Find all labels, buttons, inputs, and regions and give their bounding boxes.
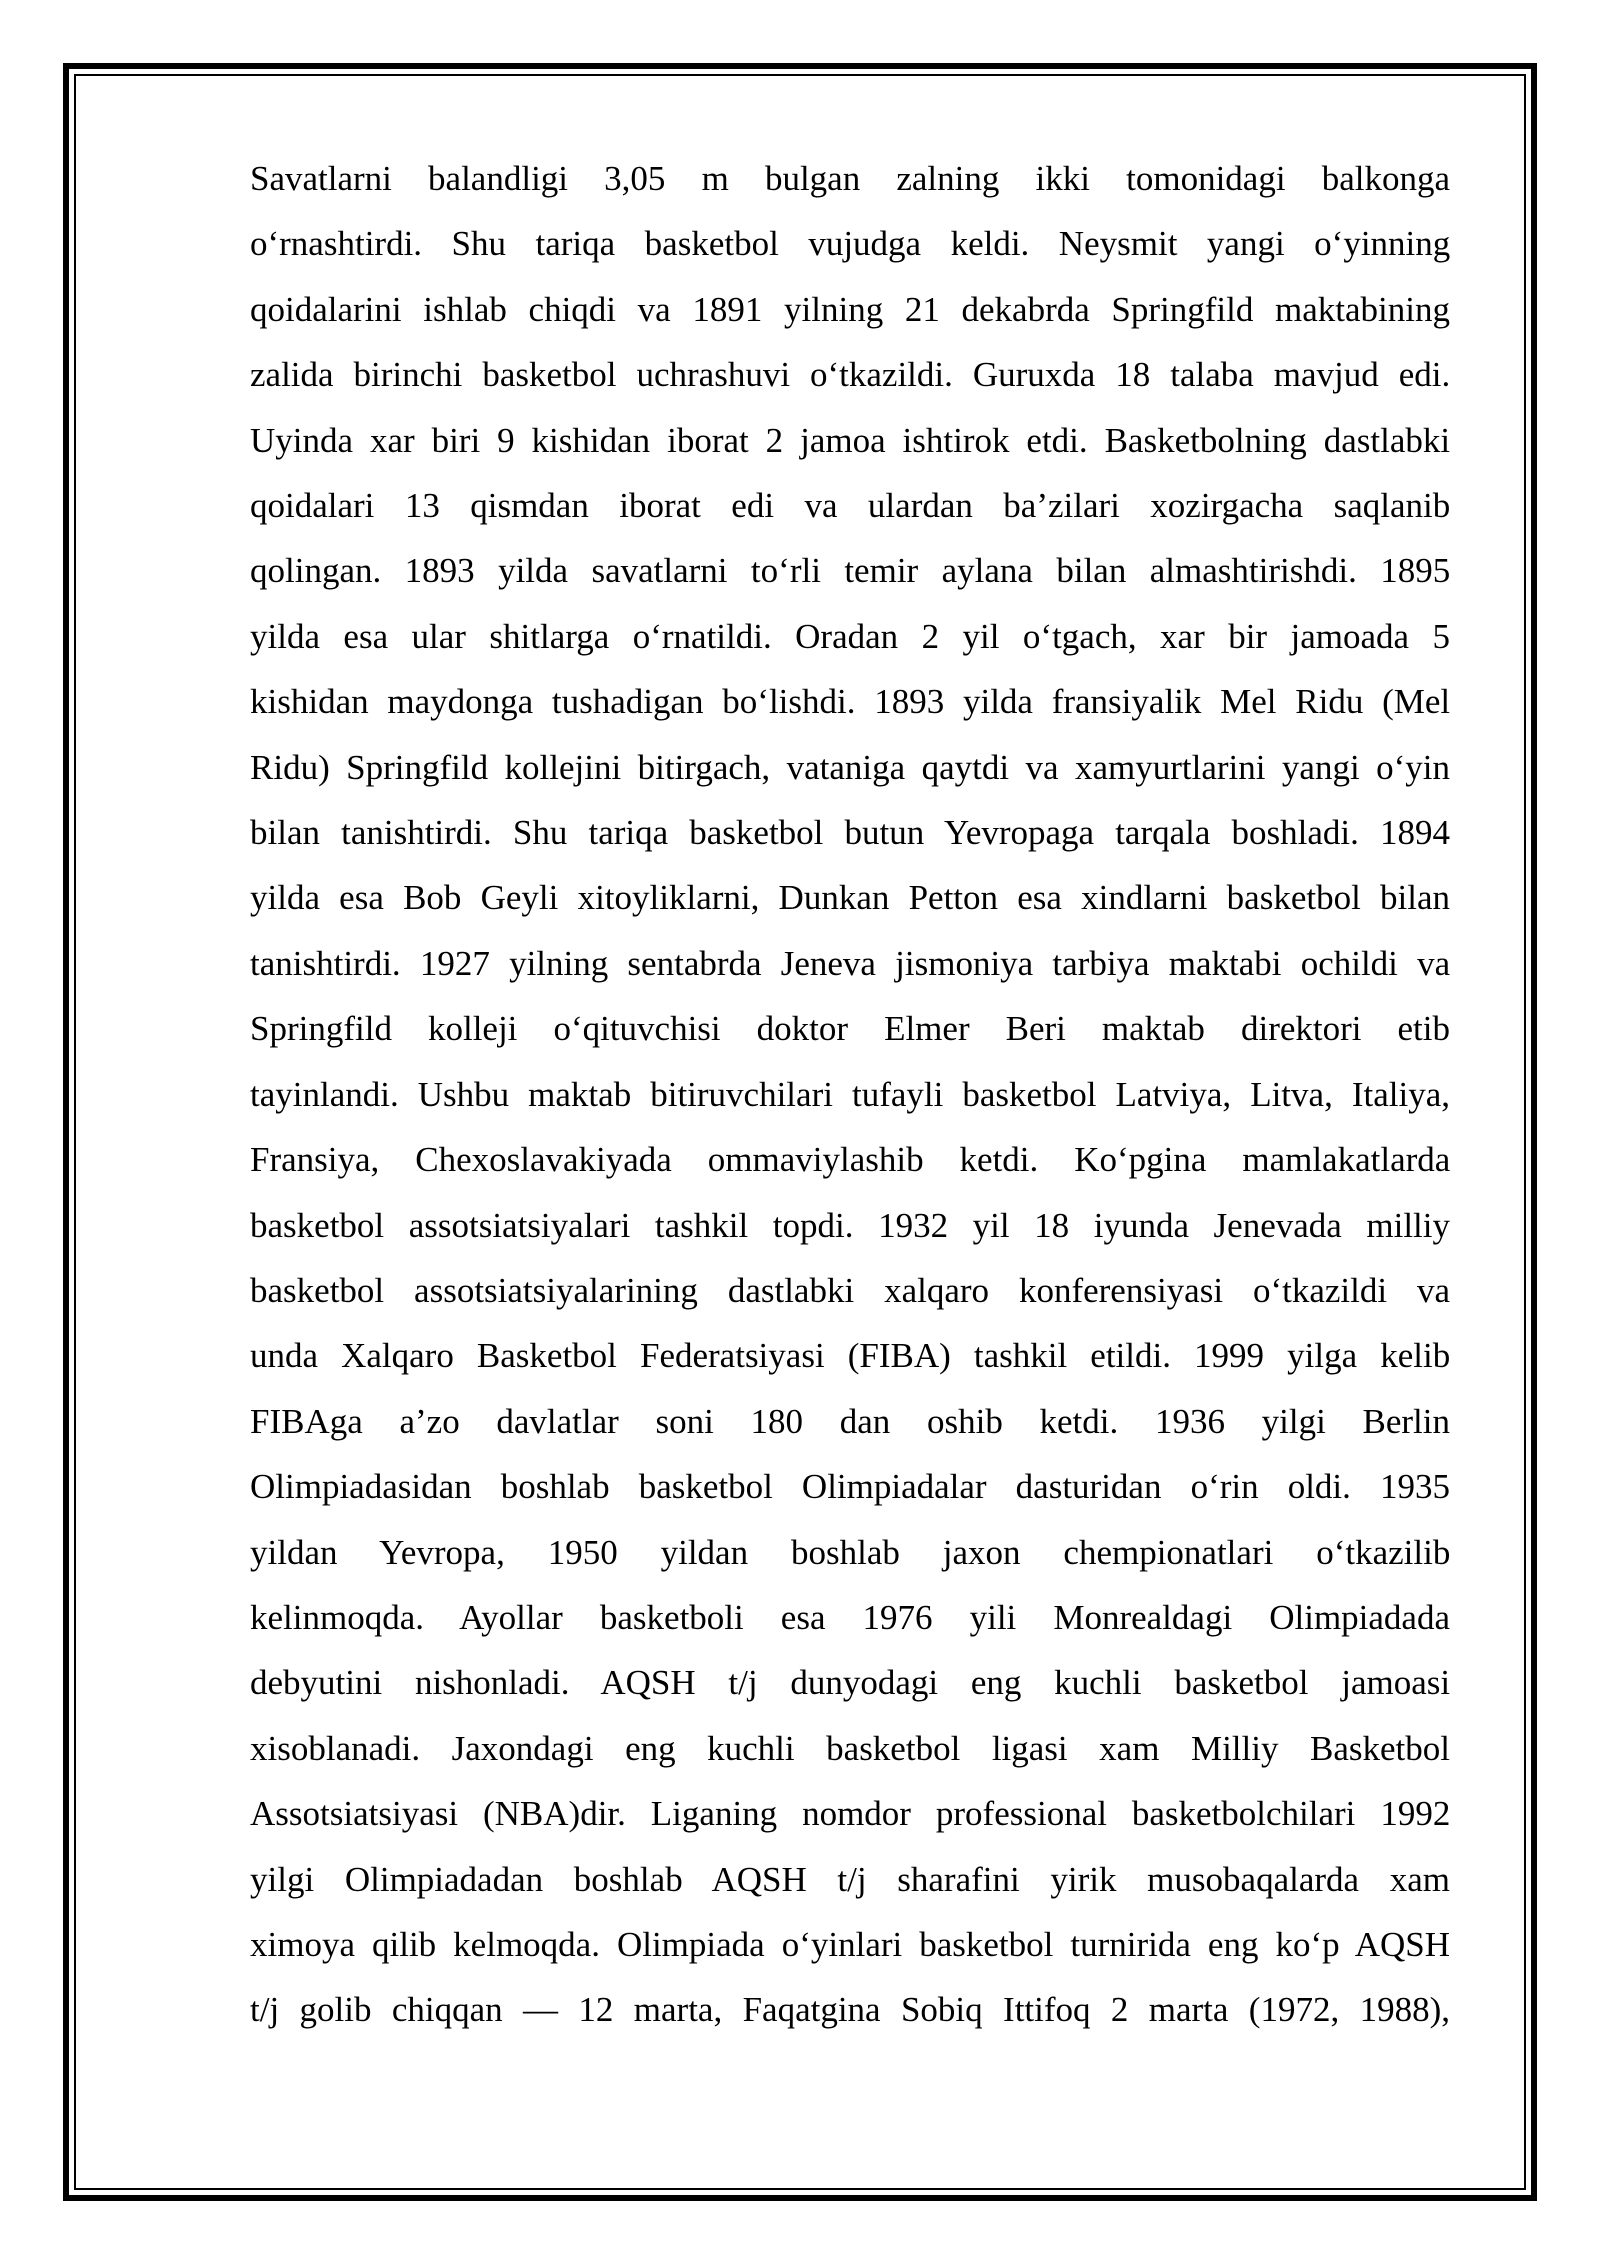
- paragraph-line: ximoya qilib kelmoqda. Olimpiada o‘yinlari basketbol turnirida eng ko‘p AQSH: [250, 1924, 1450, 1964]
- paragraph-line: qolingan. 1893 yilda savatlarni to‘rli temir aylana bilan almashtirishdi. 1895: [250, 551, 1451, 591]
- paragraph-line: debyutini nishonladi. AQSH t/j dunyodagi eng kuchli basketbol jamoasi: [250, 1663, 1451, 1703]
- paragraph-line: bilan tanishtirdi. Shu tariqa basketbol butun Yevropaga tarqala boshladi. 1894: [250, 813, 1450, 853]
- paragraph-line: FIBAga a’zo davlatlar soni 180 dan oshib ketdi. 1936 yilgi Berlin: [250, 1401, 1450, 1441]
- paragraph-line: basketbol assotsiatsiyalari tashkil topdi. 1932 yil 18 iyunda Jenevada milliy: [250, 1205, 1450, 1245]
- paragraph-line: Springfild kolleji o‘qituvchisi doktor Elmer Beri maktab direktori etib: [250, 1009, 1450, 1049]
- paragraph-line: Olimpiadasidan boshlab basketbol Olimpiadalar dasturidan o‘rin oldi. 1935: [250, 1467, 1450, 1507]
- paragraph-line: Assotsiatsiyasi (NBA)dir. Liganing nomdor professional basketbolchilari 1992: [250, 1794, 1451, 1834]
- paragraph-line: Ridu) Springfild kollejini bitirgach, vataniga qaytdi va xamyurtlarini yangi o‘yin: [250, 747, 1450, 787]
- paragraph-line: tayinlandi. Ushbu maktab bitiruvchilari tufayli basketbol Latviya, Litva, Italiya,: [250, 1074, 1450, 1114]
- paragraph-line: xisoblanadi. Jaxondagi eng kuchli basketbol ligasi xam Milliy Basketbol: [250, 1728, 1450, 1768]
- paragraph-line: basketbol assotsiatsiyalarining dastlabki xalqaro konferensiyasi o‘tkazildi va: [250, 1270, 1451, 1310]
- paragraph-line: Uyinda xar biri 9 kishidan iborat 2 jamoa ishtirok etdi. Basketbolning dastlabki: [250, 420, 1451, 460]
- paragraph-line: yildan Yevropa, 1950 yildan boshlab jaxon chempionatlari o‘tkazilib: [250, 1532, 1451, 1572]
- paragraph-line: o‘rnashtirdi. Shu tariqa basketbol vujudga keldi. Neysmit yangi o‘yinning: [250, 224, 1451, 264]
- paragraph-line: kishidan maydonga tushadigan bo‘lishdi. 1893 yilda fransiyalik Mel Ridu (Mel: [250, 682, 1451, 722]
- paragraph-line: yilda esa ular shitlarga o‘rnatildi. Oradan 2 yil o‘tgach, xar bir jamoada 5: [250, 616, 1450, 656]
- paragraph-line: Savatlarni balandligi 3,05 m bulgan zalning ikki tomonidagi balkonga: [250, 159, 1450, 198]
- paragraph-line: unda Xalqaro Basketbol Federatsiyasi (FIBA) tashkil etildi. 1999 yilga kelib: [250, 1336, 1451, 1376]
- paragraph-line: zalida birinchi basketbol uchrashuvi o‘tkazildi. Guruxda 18 talaba mavjud edi.: [250, 355, 1451, 395]
- paragraph-line: yilda esa Bob Geyli xitoyliklarni, Dunkan Petton esa xindlarni basketbol bilan: [250, 878, 1450, 918]
- paragraph-line: Fransiya, Chexoslavakiyada ommaviylashib ketdi. Ko‘pgina mamlakatlarda: [250, 1140, 1451, 1180]
- paragraph-line: qoidalarini ishlab chiqdi va 1891 yilning 21 dekabrda Springfild maktabining: [250, 289, 1450, 329]
- body-paragraph: [250, 146, 1450, 2043]
- paragraph-line: t/j golib chiqqan — 12 marta, Faqatgina Sobiq Ittifoq 2 marta (1972, 1988),: [250, 1990, 1450, 2030]
- paragraph-line: kelinmoqda. Ayollar basketboli esa 1976 yili Monrealdagi Olimpiadada: [250, 1597, 1450, 1637]
- paragraph-line: tanishtirdi. 1927 yilning sentabrda Jeneva jismoniya tarbiya maktabi ochildi va: [250, 943, 1451, 983]
- paragraph-line: qoidalari 13 qismdan iborat edi va ulardan ba’zilari xozirgacha saqlanib: [250, 486, 1451, 526]
- paragraph-line: yilgi Olimpiadadan boshlab AQSH t/j sharafini yirik musobaqalarda xam: [250, 1859, 1450, 1899]
